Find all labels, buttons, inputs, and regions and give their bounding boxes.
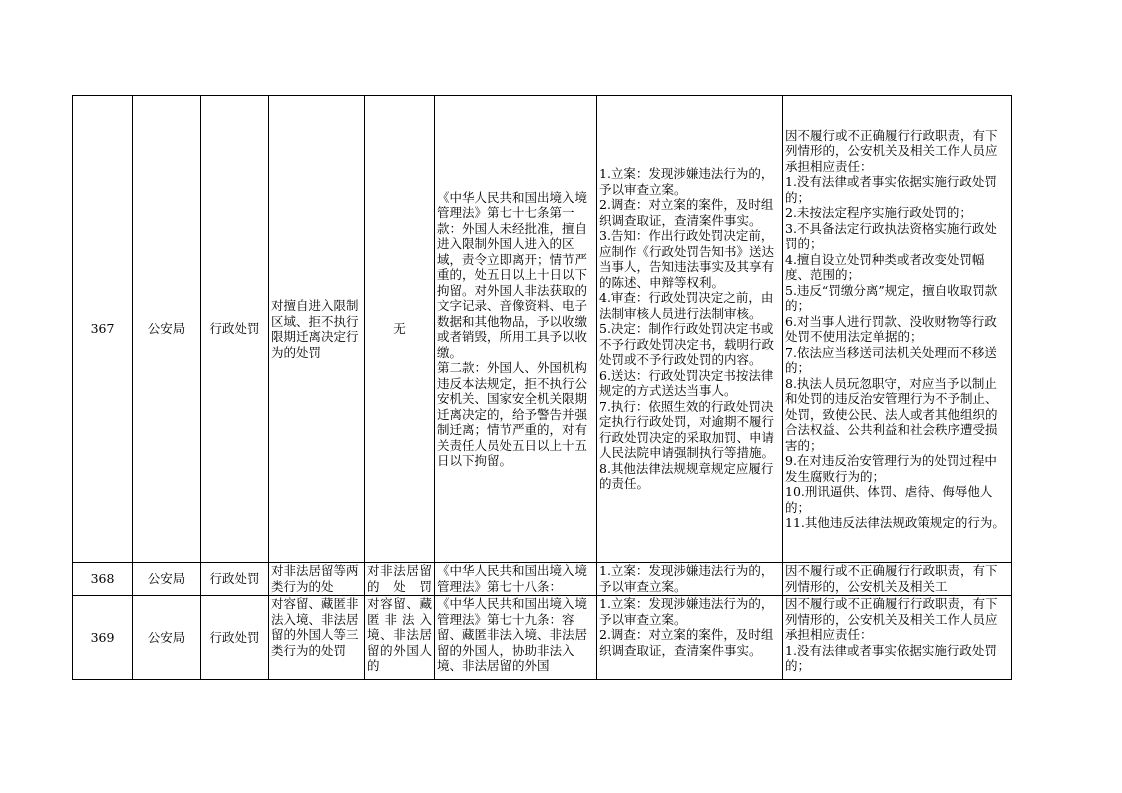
item-name-cell [269,563,365,596]
row-number: 369 [90,629,115,645]
department-cell [133,96,201,563]
row-number-cell [73,96,133,563]
procedure: 1.立案：发现涉嫌违法行为的，予以审查立案。 2.调查：对立案的案件，及时组织调查取证，查清案件事实。 [599,596,774,658]
item-name: 对容留、藏匿非法入境、非法居留的外国人等三类行为的处罚 [271,596,359,658]
category-cell [201,563,269,596]
sub-item: 对非法居留的处罚 [367,563,432,594]
category: 行政处罚 [209,321,260,337]
sub-item-cell [365,96,435,563]
legal-basis: 《中华人民共和国出境入境管理法》第七十九条：容留、藏匿非法入境、非法居留的外国人，协助非法入境、非法居留的外国 [437,596,588,673]
department: 公安局 [147,321,186,337]
legal-basis-cell [435,563,597,596]
procedure-cell [597,96,783,563]
category: 行政处罚 [209,629,260,645]
legal-basis: 《中华人民共和国出境入境管理法》第七十七条第一款：外国人未经批准，擅自进入限制外国人进入的区域，责令立即离开；情节严重的，处五日以上十日以下拘留。对外国人非法获取的文字记录、音像资料、电子数据和其他物品，予以收缴或者销毁，所用工具予以收缴。 第二款：外国人、外国机构违反本法规定，拒不执行公安机关、国家安全机关限期迁离决定的，给予警告并强制迁离；情节严重的，对有关责任人员处五日以上十五日以下拘留。 [437,189,588,468]
item-name-cell [269,596,365,680]
table-row [73,563,1012,596]
department: 公安局 [147,629,186,645]
category-cell [201,596,269,680]
responsibility-cell [783,563,1012,596]
sub-item: 无 [393,321,406,337]
legal-basis: 《中华人民共和国出境入境管理法》第七十八条： [437,563,588,594]
procedure: 1.立案：发现涉嫌违法行为的，予以审查立案。 [599,563,774,594]
category-cell [201,96,269,563]
department-cell [133,563,201,596]
responsibility: 因不履行或不正确履行行政职责，有下列情形的，公安机关及相关工作人员应承担相应责任： 1.没有法律或者事实依据实施行政处罚的； 2.未按法定程序实施行政处罚的； 3.不具备法定行政执法资格实施行政处罚的； 4.擅自设立处罚种类或者改变处罚幅度、范围的； 5.违反“罚缴分离”规定，擅自收取罚款的； 6.对当事人进行罚款、没收财物等行政处罚不使用法定单据的； 7.依法应当移送司法机关处理而不移送的； 8.执法人员玩忽职守，对应当予以制止和处罚的违反治安管理行为不予制止、处罚，致使公民、法人或者其他组织的合法权益、公共利益和社会秩序遭受损害的； 9.在对违反治安管理行为的处罚过程中发生腐败行为的； 10.刑讯逼供、体罚、虐待、侮辱他人的； 11.其他违反法律法规政策规定的行为。 [785,127,1005,530]
item-name: 对擅自进入限制区域、拒不执行限期迁离决定行为的处罚 [271,298,359,360]
responsibility: 因不履行或不正确履行行政职责，有下列情形的，公安机关及相关工 [785,563,998,594]
procedure-cell [597,596,783,680]
row-number: 368 [90,571,115,587]
category: 行政处罚 [209,571,260,587]
responsibility-cell [783,96,1012,563]
department: 公安局 [147,571,186,587]
row-number-cell [73,563,133,596]
responsibility: 因不履行或不正确履行行政职责，有下列情形的，公安机关及相关工作人员应承担相应责任： 1.没有法律或者事实依据实施行政处罚的； [785,596,998,673]
sub-item: 对容留、藏匿非法入境、非法居留的外国人的 [367,596,432,673]
procedure: 1.立案：发现涉嫌违法行为的，予以审查立案。 2.调查：对立案的案件，及时组织调查取证，查清案件事实。 3.告知：作出行政处罚决定前，应制作《行政处罚告知书》送达当事人，告知违法事实及其享有的陈述、申辩等权利。 4.审查：行政处罚决定之前，由法制审核人员进行法制审核。 5.决定：制作行政处罚决定书或不予行政处罚决定书，载明行政处罚或不予行政处罚的内容。 6.送达：行政处罚决定书按法律规定的方式送达当事人。 7.执行：依照生效的行政处罚决定执行行政处罚，对逾期不履行行政处罚决定的采取加罚、申请人民法院申请强制执行等措施。 8.其他法律法规规章规定应履行的责任。 [599,166,775,492]
sub-item-cell [365,563,435,596]
row-number-cell [73,596,133,680]
legal-basis-cell [435,596,597,680]
sub-item-cell [365,596,435,680]
legal-basis-cell [435,96,597,563]
item-name-cell [269,96,365,563]
procedure-cell [597,563,783,596]
department-cell [133,596,201,680]
table-row [73,96,1012,563]
item-name: 对非法居留等两类行为的处 [271,563,359,594]
row-number: 367 [90,321,115,337]
table-row [73,596,1012,680]
responsibility-cell [783,596,1012,680]
power-list-table [72,95,1012,680]
